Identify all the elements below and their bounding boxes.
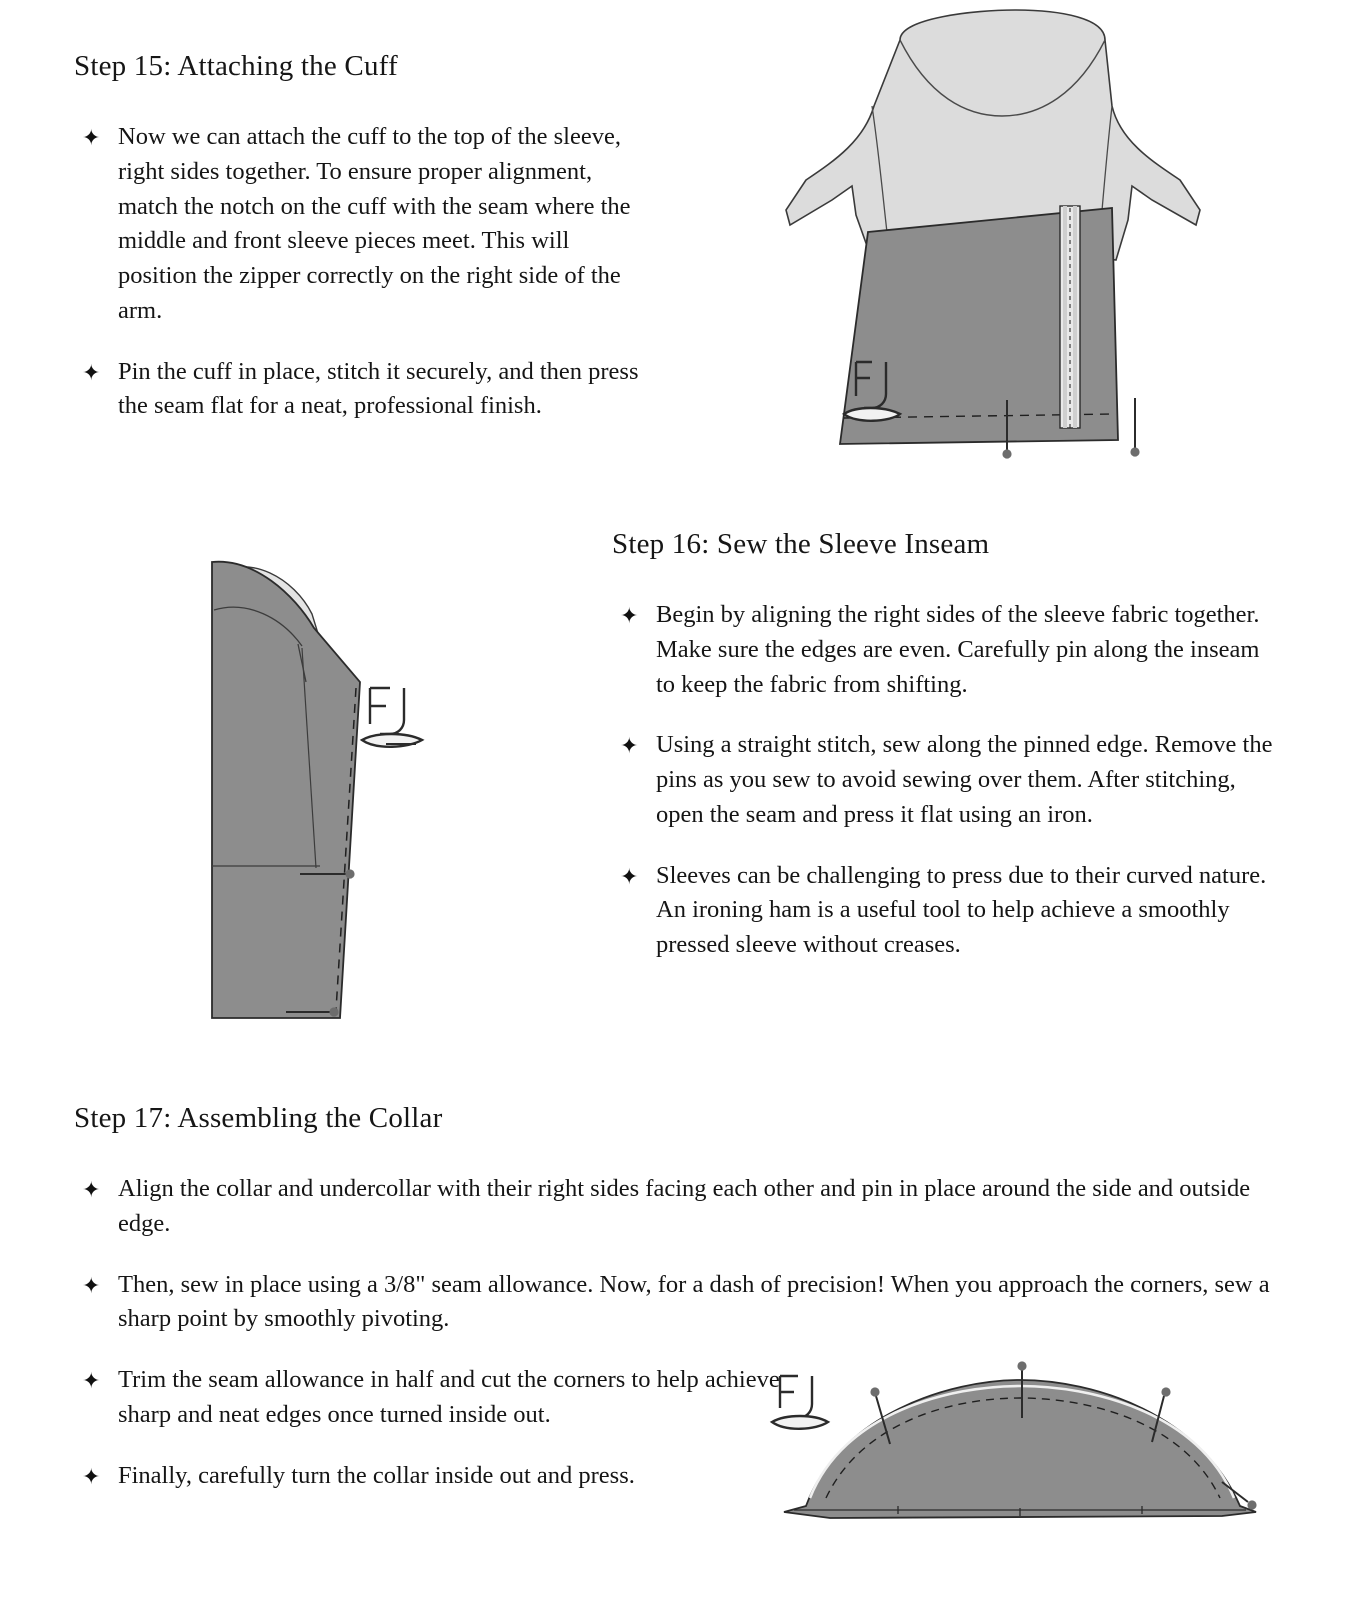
sparkle-bullet-icon: ✦ — [82, 359, 101, 385]
sewing-machine-presser-foot-icon — [362, 688, 422, 747]
list-item-text: Pin the cuff in place, stitch it securely, and then press the seam flat for a neat, professional finish. — [118, 357, 639, 420]
collar-assembly-diagram — [770, 1356, 1270, 1556]
page-title-step-15: Step 15: Attaching the Cuff — [74, 50, 398, 82]
list-item — [612, 859, 1282, 963]
list-item-text: Align the collar and undercollar with their right sides facing each other and pin in place around the side and outside edge. — [118, 1175, 1251, 1237]
sparkle-bullet-icon: ✦ — [82, 125, 101, 150]
sparkle-bullet-icon: ✦ — [82, 1177, 101, 1202]
list-item — [74, 1363, 798, 1433]
list-item — [74, 355, 654, 425]
list-item — [74, 1172, 1284, 1242]
page-title-step-17: Step 17: Assembling the Collar — [74, 1102, 443, 1134]
bullet-list-step-15 — [74, 120, 654, 424]
list-item-text: Trim the seam allowance in half and cut the corners to help achieve sharp and neat edges once turned inside out. — [118, 1366, 780, 1428]
bullet-list-step-16 — [612, 598, 1282, 963]
sewing-machine-presser-foot-icon — [772, 1376, 828, 1429]
sleeve-inseam-diagram — [190, 548, 490, 1058]
list-item-text: Sleeves can be challenging to press due to their curved nature. An ironing ham is a useful tool to help achieve a smoothly pressed sleeve without creases. — [656, 861, 1267, 959]
page-title-step-16: Step 16: Sew the Sleeve Inseam — [612, 528, 990, 560]
list-item-text: Then, sew in place using a 3/8" seam allowance. Now, for a dash of precision! When you approach the corners, sew a sharp point by smoothly pivoting. — [118, 1270, 1270, 1333]
sparkle-bullet-icon: ✦ — [620, 863, 639, 889]
sparkle-bullet-icon: ✦ — [82, 1368, 101, 1394]
list-item — [74, 120, 654, 329]
sparkle-bullet-icon: ✦ — [620, 733, 639, 759]
sparkle-bullet-icon: ✦ — [620, 603, 639, 628]
cuff-attachment-diagram — [760, 10, 1230, 490]
list-item-text: Begin by aligning the right sides of the sleeve fabric together. Make sure the edges are even. Carefully pin along the inseam to keep the fabric from shifting. — [656, 601, 1260, 698]
list-item-text: Finally, carefully turn the collar inside out and press. — [118, 1461, 635, 1489]
list-item — [612, 728, 1282, 832]
list-item — [74, 1459, 798, 1494]
zipper-icon — [1060, 206, 1080, 428]
list-item-text: Using a straight stitch, sew along the pinned edge. Remove the pins as you sew to avoid sewing over them. After stitching, open the seam and press it flat using an iron. — [656, 731, 1273, 828]
list-item-text: Now we can attach the cuff to the top of the sleeve, right sides together. To ensure proper alignment, match the notch on the cuff with the seam where the middle and front sleeve pieces meet. This will position the zipper correctly on the right side of the arm. — [118, 123, 631, 324]
sparkle-bullet-icon: ✦ — [82, 1272, 101, 1298]
list-item — [74, 1268, 1284, 1338]
sparkle-bullet-icon: ✦ — [82, 1463, 101, 1489]
list-item — [612, 598, 1282, 702]
